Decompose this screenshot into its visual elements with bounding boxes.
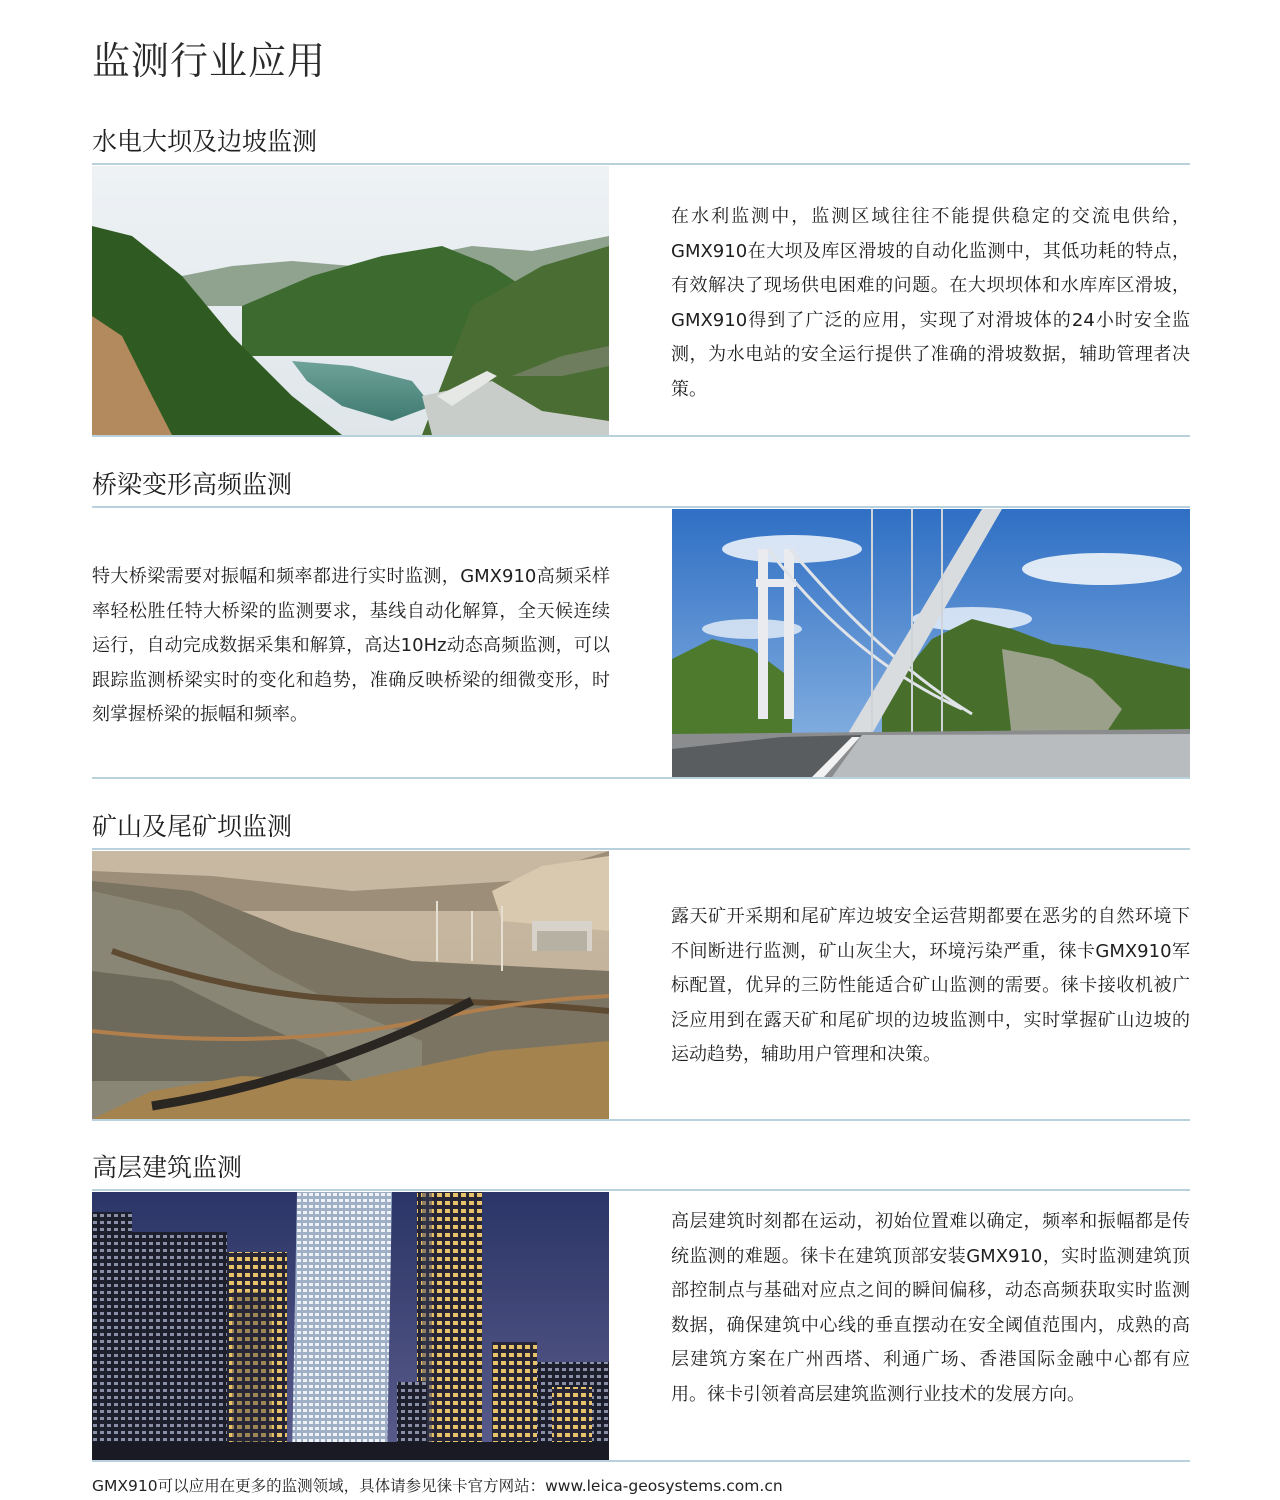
section-text-highrise: 高层建筑时刻都在运动，初始位置难以确定，频率和振幅都是传统监测的难题。徕卡在建筑顶部安装GMX910，实时监测建筑顶部控制点与基础对应点之间的瞬间偏移，动态高频获取实时监测数据，确保建筑中心线的垂直摆动在安全阈值范围内，成熟的高层建筑方案在广州西塔、利通广场、香港国际金融中心都有应用。徕卡引领着高层建筑监测行业技术的发展方向。 xyxy=(671,1211,1190,1405)
footer-note: GMX910可以应用在更多的监测领域，具体请参见徕卡官方网站：www.leica-geosystems.com.cn xyxy=(92,1477,783,1495)
section-rule xyxy=(92,435,1190,437)
dam-valley-photo xyxy=(92,166,609,435)
section-heading-dam: 水电大坝及边坡监测 xyxy=(92,127,318,156)
section-rule xyxy=(92,163,1190,165)
section-text-mine: 露天矿开采期和尾矿库边坡安全运营期都要在恶劣的自然环境下不间断进行监测，矿山灰尘大，环境污染严重，徕卡GMX910军标配置，优异的三防性能适合矿山监测的需要。徕卡接收机被广泛应用到在露天矿和尾矿坝的边坡监测中，实时掌握矿山边坡的运动趋势，辅助用户管理和决策。 xyxy=(671,906,1190,1065)
section-rule xyxy=(92,506,1190,508)
section-text-dam: 在水利监测中，监测区域往往不能提供稳定的交流电供给，GMX910在大坝及库区滑坡的自动化监测中，其低功耗的特点，有效解决了现场供电困难的问题。在大坝坝体和水库库区滑坡，GMX910得到了广泛的应用，实现了对滑坡体的24小时安全监测，为水电站的安全运行提供了准确的滑坡数据，辅助管理者决策。 xyxy=(671,206,1190,400)
section-rule xyxy=(92,1189,1190,1191)
section-heading-bridge: 桥梁变形高频监测 xyxy=(92,470,293,499)
section-rule xyxy=(92,1460,1190,1462)
section-heading-highrise: 高层建筑监测 xyxy=(92,1153,243,1182)
skyscrapers-night-photo xyxy=(92,1192,609,1460)
section-heading-mine: 矿山及尾矿坝监测 xyxy=(92,812,293,841)
section-rule xyxy=(92,777,1190,779)
section-rule xyxy=(92,848,1190,850)
suspension-bridge-photo xyxy=(672,509,1190,777)
section-text-bridge: 特大桥梁需要对振幅和频率都进行实时监测，GMX910高频采样率轻松胜任特大桥梁的监测要求，基线自动化解算，全天候连续运行，自动完成数据采集和解算，高达10Hz动态高频监测，可以跟踪监测桥梁实时的变化和趋势，准确反映桥梁的细微变形，时刻掌握桥梁的振幅和频率。 xyxy=(92,566,610,725)
section-rule xyxy=(92,1119,1190,1121)
page-title: 监测行业应用 xyxy=(92,39,327,83)
open-pit-mine-photo xyxy=(92,851,609,1119)
